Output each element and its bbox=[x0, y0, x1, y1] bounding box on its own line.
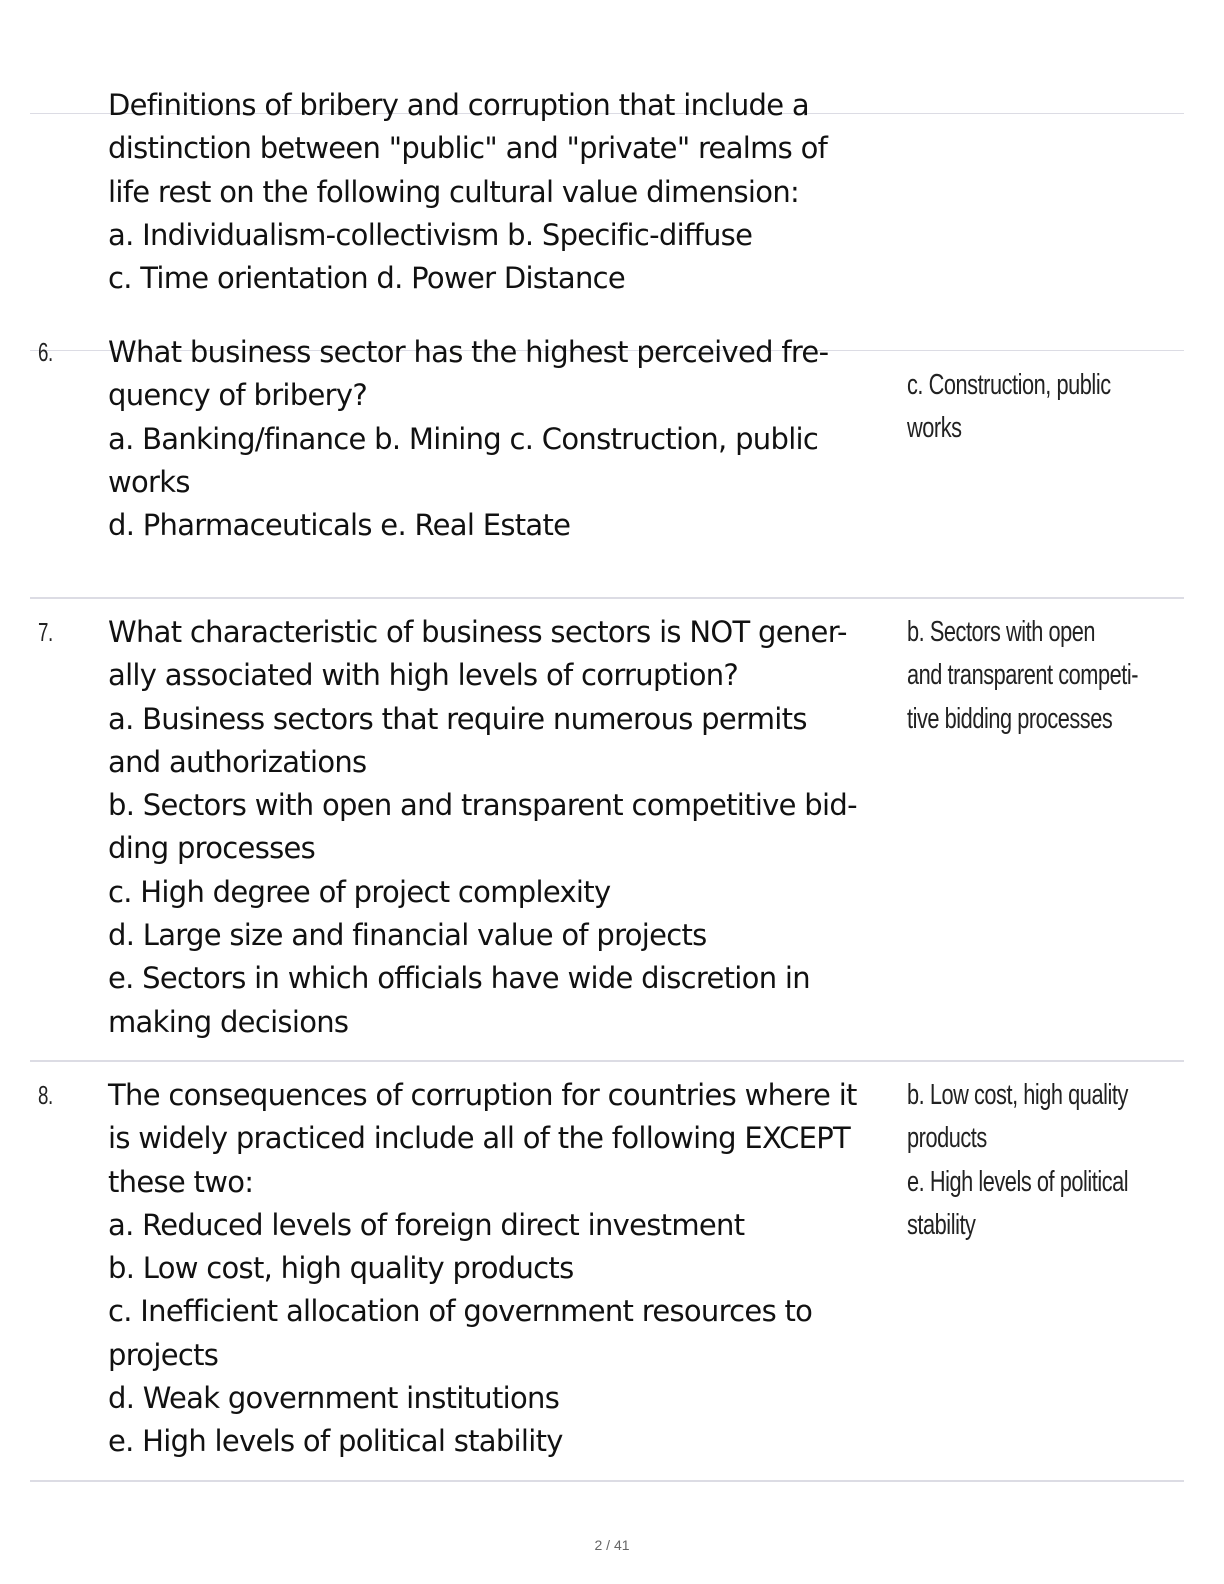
question-line: e. High levels of political stability bbox=[108, 1424, 563, 1459]
question-line: a. Banking/finance b. Mining c. Construction, public bbox=[108, 421, 819, 456]
question-line: and authorizations bbox=[108, 744, 367, 779]
question-line: a. Reduced levels of foreign direct investment bbox=[108, 1207, 745, 1242]
question-line: distinction between "public" and "private" realms of bbox=[108, 131, 828, 166]
answer-line: stability bbox=[907, 1208, 976, 1241]
question-number: 8. bbox=[38, 1080, 53, 1110]
question-line: ally associated with high levels of corruption? bbox=[108, 658, 739, 693]
question-line: ding processes bbox=[108, 831, 316, 866]
answer-text bbox=[907, 611, 1138, 741]
question-number: 7. bbox=[38, 617, 53, 647]
question-text bbox=[108, 331, 908, 547]
answer-line: tive bidding processes bbox=[907, 702, 1113, 735]
question-line: making decisions bbox=[108, 1004, 349, 1039]
question-text bbox=[108, 611, 908, 1044]
question-line: these two: bbox=[108, 1164, 254, 1199]
question-line: quency of bribery? bbox=[108, 378, 368, 413]
question-line: c. High degree of project complexity bbox=[108, 874, 611, 909]
answer-line: products bbox=[907, 1122, 987, 1155]
question-line: is widely practiced include all of the following EXCEPT bbox=[108, 1121, 851, 1156]
question-number: 6. bbox=[38, 337, 53, 367]
question-text bbox=[108, 1074, 908, 1464]
answer-line: e. High levels of political bbox=[907, 1165, 1129, 1198]
question-line: projects bbox=[108, 1337, 219, 1372]
answer-text bbox=[907, 1074, 1128, 1247]
question-line: c. Time orientation d. Power Distance bbox=[108, 261, 626, 296]
question-line: The consequences of corruption for countries where it bbox=[108, 1078, 857, 1112]
answer-line: b. Sectors with open bbox=[907, 616, 1096, 648]
row-divider bbox=[30, 597, 1184, 599]
question-line: a. Individualism-collectivism b. Specific-diffuse bbox=[108, 217, 753, 252]
answer-line: b. Low cost, high quality bbox=[907, 1079, 1128, 1111]
question-text-continued bbox=[108, 84, 908, 300]
question-line: d. Large size and financial value of projects bbox=[108, 918, 707, 953]
question-line: What characteristic of business sectors is NOT gener- bbox=[108, 615, 847, 649]
question-line: b. Sectors with open and transparent competitive bid- bbox=[108, 788, 857, 823]
question-line: d. Weak government institutions bbox=[108, 1381, 560, 1416]
answer-text bbox=[907, 364, 1111, 451]
question-line: What business sector has the highest perceived fre- bbox=[108, 335, 829, 369]
page-indicator: 2 / 41 bbox=[594, 1537, 630, 1553]
answer-line: and transparent competi- bbox=[907, 659, 1138, 692]
row-divider bbox=[30, 1060, 1184, 1062]
question-line: works bbox=[108, 464, 190, 499]
question-line: d. Pharmaceuticals e. Real Estate bbox=[108, 508, 571, 543]
question-line: c. Inefficient allocation of government resources to bbox=[108, 1294, 813, 1329]
question-line: life rest on the following cultural value dimension: bbox=[108, 174, 800, 209]
question-line: a. Business sectors that require numerous permits bbox=[108, 701, 807, 736]
row-divider bbox=[30, 1480, 1184, 1482]
answer-line: c. Construction, public bbox=[907, 369, 1111, 401]
answer-line: works bbox=[907, 412, 962, 445]
question-line: e. Sectors in which officials have wide discretion in bbox=[108, 961, 810, 996]
question-line: Definitions of bribery and corruption that include a bbox=[108, 88, 809, 122]
question-line: b. Low cost, high quality products bbox=[108, 1251, 574, 1286]
